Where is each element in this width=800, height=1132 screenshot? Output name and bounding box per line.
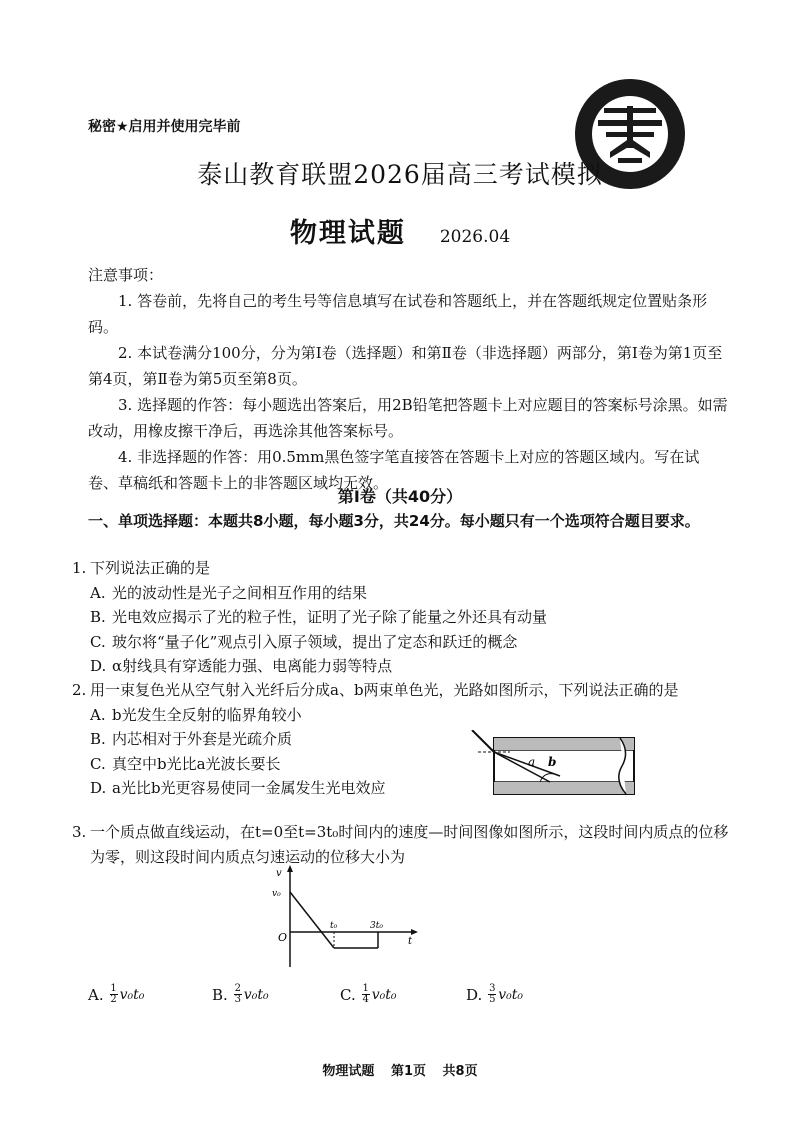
t0-label: t₀ (330, 921, 338, 931)
subject-line (0, 211, 800, 250)
3t0-label: 3t₀ (370, 921, 383, 931)
v-axis-label: v (276, 868, 282, 879)
option-a: A. b光发生全反射的临界角较小 (90, 705, 302, 724)
page-footer (0, 1060, 800, 1079)
option-c: C. $\frac{1}{4}$ v₀t₀ (340, 983, 397, 1005)
footer-page: 第1页 (390, 1064, 426, 1079)
subject-title: 物理试题 (289, 218, 406, 249)
origin-label: O (278, 931, 288, 944)
question-number: 1. (72, 559, 87, 577)
question-number: 2. (72, 681, 87, 699)
velocity-time-graph (270, 862, 420, 972)
option-c: C. 玻尔将“量子化”观点引入原子领域，提出了定态和跃迁的概念 (90, 632, 518, 651)
note-item: 4. 非选择题的作答：用0.5mm黑色签字笔直接答在答题卡上对应的答题区域内。写在试卷、草稿纸和答题卡上的非答题区域均无效。 (88, 448, 700, 492)
exam-title: 泰山教育联盟2026届高三考试模拟 (197, 160, 603, 189)
ray-b-label: b (548, 755, 557, 769)
question-1 (72, 556, 732, 679)
t-axis-label: t (408, 936, 413, 947)
ray-a-label: a (528, 755, 536, 769)
optical-fiber-diagram (470, 730, 640, 802)
note-item: 1. 答卷前，先将自己的考生号等信息填写在试卷和答题纸上，并在答题纸规定位置贴条形码。 (88, 292, 708, 336)
v0-label: v₀ (272, 889, 281, 899)
option-d: D. a光比b光更容易使同一金属发生光电效应 (90, 779, 386, 797)
notes-heading: 注意事项： (88, 266, 164, 284)
option-b: B. $\frac{2}{3}$ v₀t₀ (212, 983, 269, 1005)
exam-date: 2026.04 (439, 227, 511, 247)
option-b: B. 光电效应揭示了光的粒子性，证明了光子除了能量之外还具有动量 (90, 608, 548, 626)
option-c: C. 真空中b光比a光波长要长 (90, 754, 281, 773)
notes-block (88, 262, 728, 496)
option-d: D. α射线具有穿透能力强、电离能力弱等特点 (90, 657, 393, 675)
footer-subject: 物理试题 (322, 1064, 375, 1079)
question-stem: 用一束复色光从空气射入光纤后分成a、b两束单色光，光路如图所示，下列说法正确的是 (90, 681, 679, 699)
note-item: 3. 选择题的作答：每小题选出答案后，用2B铅笔把答题卡上对应题目的答案标号涂黑。如需改动，用橡皮擦干净后，再选涂其他答案标号。 (88, 396, 728, 440)
question-stem: 一个质点做直线运动，在t=0至t=3t₀时间内的速度—时间图像如图所示，这段时间内质点的位移为零，则这段时间内质点匀速运动的位移大小为 (90, 823, 729, 866)
question-stem: 下列说法正确的是 (90, 559, 211, 577)
question-number: 3. (72, 823, 87, 841)
note-item: 2. 本试卷满分100分，分为第Ⅰ卷（选择题）和第Ⅱ卷（非选择题）两部分，第Ⅰ卷为第1页至第4页，第Ⅱ卷为第5页至第8页。 (88, 344, 723, 388)
option-d: D. $\frac{3}{5}$ v₀t₀ (466, 983, 524, 1005)
option-a: A. $\frac{1}{2}$ v₀t₀ (88, 983, 145, 1005)
footer-total: 共8页 (442, 1064, 478, 1079)
option-b: B. 内芯相对于外套是光疏介质 (90, 730, 293, 748)
confidential-mark: 秘密★启用并使用完毕前 (88, 119, 241, 135)
option-a: A. 光的波动性是光子之间相互作用的结果 (90, 583, 368, 602)
section-instruction: 一、单项选择题：本题共8小题，每小题3分，共24分。每小题只有一个选项符合题目要求。 (88, 512, 700, 530)
section-title: 第Ⅰ卷（共40分） (337, 487, 463, 506)
